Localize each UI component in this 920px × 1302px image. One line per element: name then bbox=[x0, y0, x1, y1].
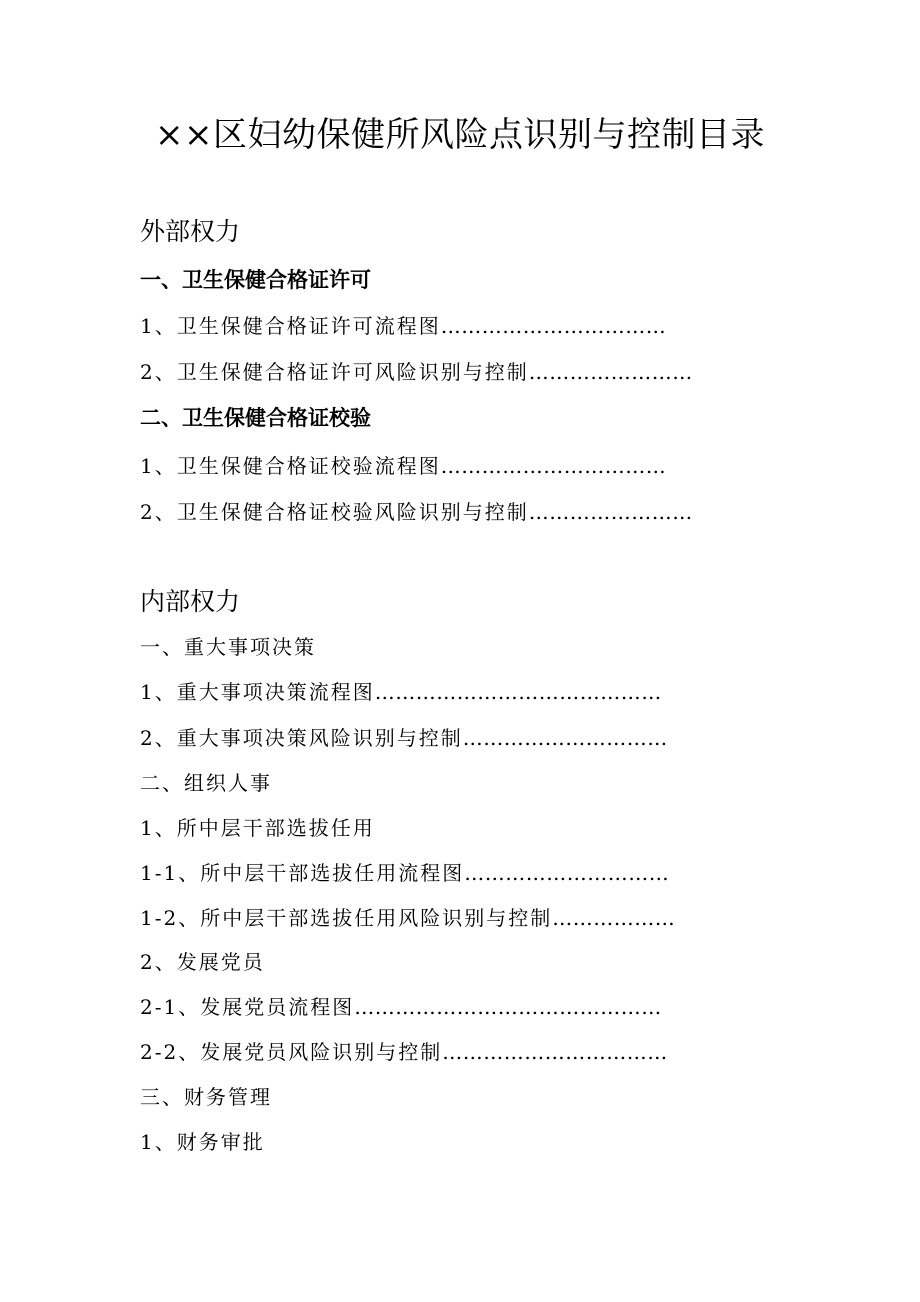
toc-entry bbox=[140, 991, 662, 1023]
toc-entry-label: 1-1、所中层干部选拔任用流程图 bbox=[140, 861, 465, 885]
document-title: ××区妇幼保健所风险点识别与控制目录 bbox=[155, 115, 765, 155]
toc-entry-label: 一、重大事项决策 bbox=[140, 635, 316, 659]
toc-entry-leader: …………………………… bbox=[440, 454, 667, 478]
toc-entry bbox=[140, 676, 662, 708]
subsection-heading-permit: 一、卫生保健合格证许可 bbox=[140, 268, 371, 292]
toc-entry bbox=[140, 496, 693, 528]
subsection-heading-verification: 二、卫生保健合格证校验 bbox=[140, 406, 371, 430]
toc-entry bbox=[140, 812, 375, 844]
toc-entry-leader: …………………… bbox=[528, 360, 693, 384]
toc-entry-label: 2、卫生保健合格证校验风险识别与控制 bbox=[140, 500, 529, 524]
toc-entry bbox=[140, 356, 693, 388]
toc-entry bbox=[140, 1036, 668, 1068]
toc-group-heading bbox=[140, 1081, 272, 1113]
toc-entry bbox=[140, 902, 675, 934]
toc-entry bbox=[140, 450, 666, 482]
toc-entry bbox=[140, 857, 669, 889]
toc-entry-label: 2、发展党员 bbox=[140, 950, 265, 974]
toc-entry-leader: …………………… bbox=[528, 500, 693, 524]
toc-entry-label: 二、组织人事 bbox=[140, 771, 272, 795]
toc-group-heading bbox=[140, 767, 272, 799]
toc-entry-label: 1、财务审批 bbox=[140, 1130, 265, 1154]
toc-entry-leader: …………………………………… bbox=[374, 680, 662, 704]
toc-entry-label: 1、卫生保健合格证校验流程图 bbox=[140, 454, 441, 478]
toc-entry-leader: …………………………… bbox=[440, 314, 667, 338]
toc-entry-label: 1、卫生保健合格证许可流程图 bbox=[140, 314, 441, 338]
toc-entry-label: 2、重大事项决策风险识别与控制 bbox=[140, 726, 463, 750]
toc-entry-label: 1-2、所中层干部选拔任用风险识别与控制 bbox=[140, 906, 553, 930]
toc-entry bbox=[140, 310, 666, 342]
toc-entry-leader: ………………………… bbox=[462, 726, 668, 750]
toc-entry bbox=[140, 1126, 265, 1158]
toc-entry-label: 2-1、发展党员流程图 bbox=[140, 995, 355, 1019]
toc-entry-label: 三、财务管理 bbox=[140, 1085, 272, 1109]
toc-entry-leader: ……………… bbox=[552, 906, 676, 930]
toc-entry-leader: ………………………… bbox=[464, 861, 670, 885]
toc-entry-label: 1、所中层干部选拔任用 bbox=[140, 816, 375, 840]
toc-entry-leader: …………………………… bbox=[442, 1040, 668, 1064]
toc-entry-leader: ……………………………………… bbox=[354, 995, 662, 1019]
toc-entry-label: 1、重大事项决策流程图 bbox=[140, 680, 375, 704]
toc-entry-label: 2-2、发展党员风险识别与控制 bbox=[140, 1040, 443, 1064]
toc-entry-label: 2、卫生保健合格证许可风险识别与控制 bbox=[140, 360, 529, 384]
section-heading-internal: 内部权力 bbox=[140, 587, 241, 616]
section-heading-external: 外部权力 bbox=[140, 217, 241, 246]
toc-group-heading bbox=[140, 631, 316, 663]
toc-entry bbox=[140, 946, 265, 978]
toc-entry bbox=[140, 722, 668, 754]
